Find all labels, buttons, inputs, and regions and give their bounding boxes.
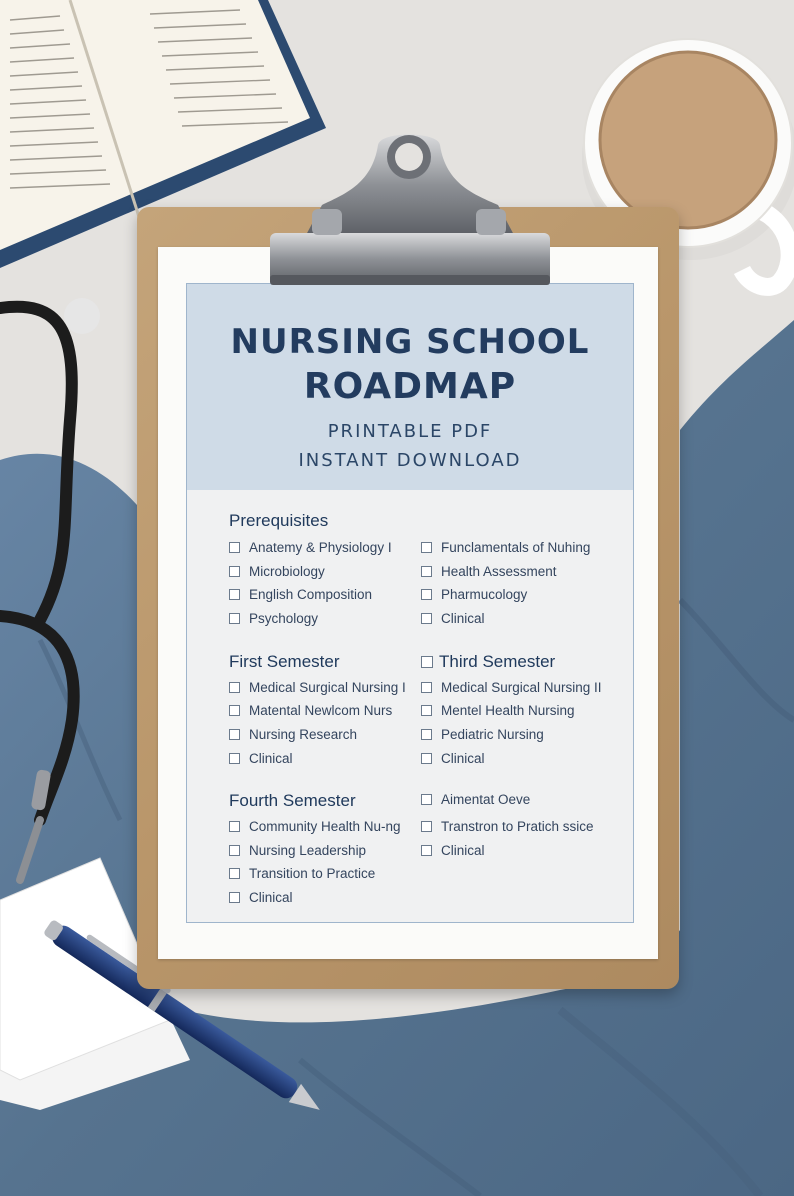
checkbox-icon[interactable] bbox=[421, 729, 432, 740]
checklist-item[interactable]: Mentel Health Nursing bbox=[421, 703, 575, 718]
checklist-item[interactable]: Psychology bbox=[229, 611, 318, 626]
subtitle-download: INSTANT DOWNLOAD bbox=[298, 450, 522, 471]
checkbox-icon[interactable] bbox=[421, 794, 432, 805]
checkbox-icon[interactable] bbox=[421, 656, 433, 668]
checklist-item[interactable]: Funclamentals of Nuhing bbox=[421, 540, 590, 555]
checklist-item[interactable]: Transtron to Pratich ssice bbox=[421, 819, 594, 834]
first-semester-heading: First Semester bbox=[229, 652, 340, 671]
checklist-item[interactable]: Medical Surgical Nursing I bbox=[229, 680, 406, 695]
checklist-item[interactable]: Pediatric Nursing bbox=[421, 727, 544, 742]
checklist-item[interactable]: Transition to Practice bbox=[229, 866, 375, 881]
checkbox-icon[interactable] bbox=[421, 542, 432, 553]
checkbox-icon[interactable] bbox=[421, 613, 432, 624]
checklist-item[interactable]: Matental Newlcom Nurs bbox=[229, 703, 392, 718]
checkbox-icon[interactable] bbox=[229, 868, 240, 879]
checkbox-icon[interactable] bbox=[229, 821, 240, 832]
checkbox-icon[interactable] bbox=[421, 821, 432, 832]
third-semester-heading[interactable]: Third Semester bbox=[421, 652, 555, 672]
checkbox-icon[interactable] bbox=[229, 845, 240, 856]
checkbox-icon[interactable] bbox=[229, 892, 240, 903]
checkbox-icon[interactable] bbox=[421, 753, 432, 764]
checklist-item[interactable]: English Composition bbox=[229, 587, 372, 602]
checkbox-icon[interactable] bbox=[421, 845, 432, 856]
checkbox-icon[interactable] bbox=[421, 705, 432, 716]
checklist-item[interactable]: Health Assessment bbox=[421, 564, 557, 579]
checkbox-icon[interactable] bbox=[421, 682, 432, 693]
checklist-item[interactable]: Clinical bbox=[421, 751, 485, 766]
checkbox-icon[interactable] bbox=[229, 589, 240, 600]
checklist-item[interactable]: Pharmucology bbox=[421, 587, 527, 602]
checklist-item[interactable]: Community Health Nu-ng bbox=[229, 819, 401, 834]
checkbox-icon[interactable] bbox=[229, 542, 240, 553]
checkbox-icon[interactable] bbox=[421, 566, 432, 577]
checkbox-icon[interactable] bbox=[229, 705, 240, 716]
clipboard-clip bbox=[262, 125, 558, 295]
subtitle-printable: PRINTABLE PDF bbox=[327, 421, 493, 442]
checklist-item[interactable]: Nursing Leadership bbox=[229, 843, 366, 858]
page-title-line-1: NURSING SCHOOL bbox=[230, 322, 590, 362]
checkbox-icon[interactable] bbox=[229, 753, 240, 764]
checklist-item[interactable]: Medical Surgical Nursing II bbox=[421, 680, 602, 695]
checklist-item[interactable]: Clinical bbox=[229, 890, 293, 905]
checklist-item[interactable]: Clinical bbox=[421, 843, 485, 858]
checklist-item[interactable]: Aimentat Oeve bbox=[421, 792, 530, 807]
checklist-item[interactable]: Clinical bbox=[421, 611, 485, 626]
checkbox-icon[interactable] bbox=[421, 589, 432, 600]
checkbox-icon[interactable] bbox=[229, 682, 240, 693]
checklist-item[interactable]: Clinical bbox=[229, 751, 293, 766]
checklist-item[interactable]: Microbiology bbox=[229, 564, 325, 579]
checklist-item[interactable]: Anatemy & Physiology I bbox=[229, 540, 392, 555]
fourth-semester-heading: Fourth Semester bbox=[229, 791, 356, 810]
checklist-item[interactable]: Nursing Research bbox=[229, 727, 357, 742]
page-title-line-2: ROADMAP bbox=[303, 366, 517, 407]
prerequisites-heading: Prerequisites bbox=[229, 511, 329, 530]
checkbox-icon[interactable] bbox=[229, 613, 240, 624]
checkbox-icon[interactable] bbox=[229, 566, 240, 577]
checkbox-icon[interactable] bbox=[229, 729, 240, 740]
